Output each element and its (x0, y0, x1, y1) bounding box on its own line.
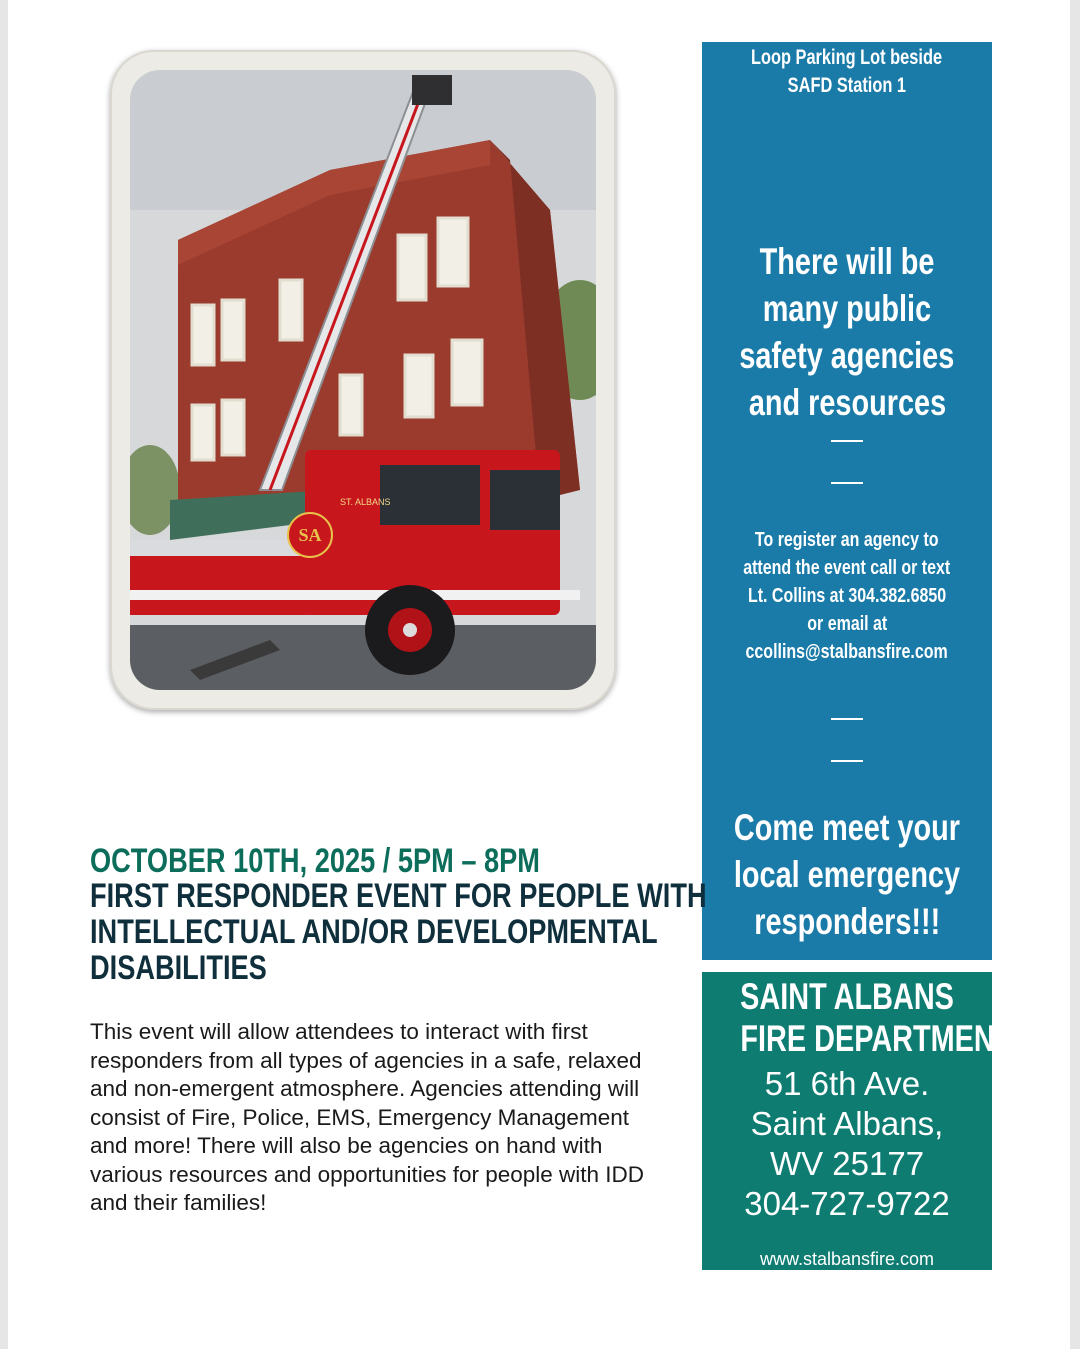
divider (831, 718, 863, 720)
website-link[interactable]: www.stalbansfire.com (759, 1249, 935, 1269)
department-panel (702, 972, 1013, 1270)
event-date: OCTOBER 10TH, 2025 / 5PM – 8PM (90, 842, 540, 880)
department-name: SAINT ALBANS FIRE DEPARTMENT (740, 976, 1013, 1059)
truck-label: ST. ALBANS (340, 497, 391, 507)
contact-email[interactable]: ccollins@stalbansfire.com (745, 640, 949, 663)
photo-frame (110, 50, 616, 710)
truck-logo: SA (298, 525, 322, 545)
fire-truck-photo (130, 70, 596, 690)
event-info-panel (702, 42, 992, 960)
register-text: To register an agency to attend the event call or text Lt. Collins at 304.382.6850 or email at ccollins@stalbansfire.com (702, 526, 992, 666)
location-text: Loop Parking Lot beside SAFD Station 1 (751, 46, 943, 97)
department-address: 51 6th Ave. Saint Albans, WV 25177 304-727-9722 (744, 1065, 950, 1222)
department-phone[interactable]: 304-727-9722 (744, 1185, 950, 1222)
divider (831, 482, 863, 484)
event-title: FIRST RESPONDER EVENT FOR PEOPLE WITH INTELLECTUAL AND/OR DEVELOPMENTAL DISABILITIES (90, 877, 707, 987)
flyer-page (8, 0, 1070, 1349)
meet-responders-text: Come meet your local emergency responders!!! (733, 807, 961, 942)
public-safety-text: There will be many public safety agencies and resources (739, 241, 955, 423)
divider (831, 760, 863, 762)
divider (831, 440, 863, 442)
event-description: This event will allow attendees to interact with first responders from all types of agencies in a safe, relaxed and non-emergent atmosphere. Agencies attending will consist of Fire, Police, EMS, Emergency Management and more! There will also be agencies on hand with various resources and opportunities for people with IDD and their families! (90, 1019, 645, 1215)
